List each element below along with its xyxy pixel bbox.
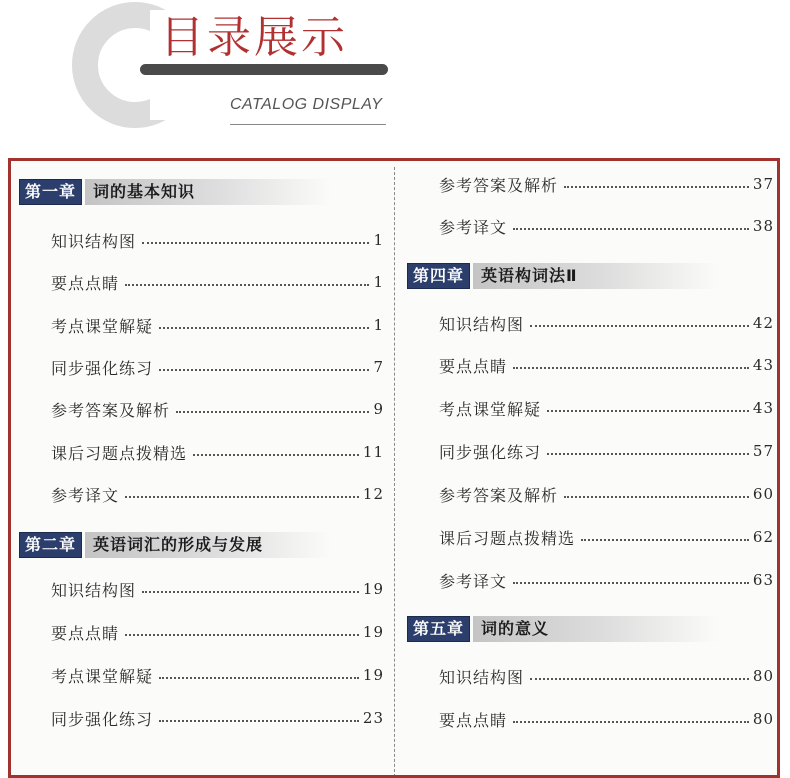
entry-page-number: 1 — [373, 316, 384, 334]
title-underline-bar — [140, 64, 388, 75]
toc-entry[interactable] — [51, 440, 384, 464]
entry-page-number: 23 — [362, 709, 384, 727]
chapter-label: 第五章 — [407, 616, 470, 642]
toc-entry[interactable] — [51, 355, 384, 379]
entry-title: 参考译文 — [51, 485, 120, 505]
toc-entry[interactable] — [439, 353, 774, 377]
entry-page-number: 19 — [362, 580, 384, 598]
dot-leader — [513, 228, 749, 230]
dot-leader — [159, 327, 369, 329]
entry-title: 考点课堂解疑 — [51, 666, 154, 686]
chapter-heading — [19, 179, 331, 205]
chapter-title: 词的基本知识 — [85, 179, 331, 205]
toc-entry[interactable] — [51, 620, 384, 644]
entry-page-number: 42 — [752, 314, 774, 332]
toc-entry[interactable] — [51, 482, 384, 506]
toc-entry[interactable] — [51, 313, 384, 337]
page-subtitle: CATALOG DISPLAY — [230, 96, 383, 113]
toc-entry[interactable] — [439, 707, 774, 731]
toc-entry[interactable] — [51, 577, 384, 601]
entry-page-number: 37 — [752, 175, 774, 193]
chapter-heading — [407, 616, 719, 642]
entry-title: 要点点睛 — [439, 710, 508, 730]
dot-leader — [547, 410, 749, 412]
entry-page-number: 11 — [362, 443, 384, 461]
toc-entry[interactable] — [439, 482, 774, 506]
toc-entry[interactable] — [51, 706, 384, 730]
dot-leader — [547, 453, 749, 455]
entry-title: 同步强化练习 — [51, 358, 154, 378]
toc-entry[interactable] — [51, 663, 384, 687]
dot-leader — [581, 539, 749, 541]
chapter-label: 第二章 — [19, 532, 82, 558]
entry-title: 同步强化练习 — [439, 442, 542, 462]
entry-title: 知识结构图 — [439, 667, 525, 687]
entry-title: 参考译文 — [439, 571, 508, 591]
entry-title: 知识结构图 — [51, 231, 137, 251]
catalog-frame — [8, 158, 780, 778]
dot-leader — [513, 582, 749, 584]
page-title: 目录展示 — [160, 12, 348, 63]
entry-title: 要点点睛 — [439, 356, 508, 376]
entry-title: 课后习题点拨精选 — [439, 528, 576, 548]
dot-leader — [125, 284, 369, 286]
entry-page-number: 43 — [752, 399, 774, 417]
dot-leader — [564, 186, 749, 188]
entry-title: 知识结构图 — [51, 580, 137, 600]
dot-leader — [513, 367, 749, 369]
dot-leader — [159, 677, 359, 679]
dot-leader — [530, 325, 749, 327]
entry-title: 要点点睛 — [51, 273, 120, 293]
dot-leader — [159, 369, 369, 371]
dot-leader — [142, 242, 369, 244]
chapter-title: 英语词汇的形成与发展 — [85, 532, 331, 558]
toc-entry[interactable] — [439, 439, 774, 463]
entry-page-number: 80 — [752, 667, 774, 685]
entry-title: 课后习题点拨精选 — [51, 443, 188, 463]
toc-entry[interactable] — [51, 228, 384, 252]
dot-leader — [125, 496, 359, 498]
entry-title: 同步强化练习 — [51, 709, 154, 729]
chapter-label: 第四章 — [407, 263, 470, 289]
column-divider — [394, 167, 395, 778]
chapter-title: 英语构词法Ⅱ — [473, 263, 719, 289]
entry-title: 考点课堂解疑 — [51, 316, 154, 336]
entry-page-number: 12 — [362, 485, 384, 503]
entry-title: 参考答案及解析 — [439, 485, 559, 505]
dot-leader — [530, 678, 749, 680]
entry-page-number: 19 — [362, 623, 384, 641]
dot-leader — [125, 634, 359, 636]
entry-title: 知识结构图 — [439, 314, 525, 334]
chapter-heading — [19, 532, 331, 558]
toc-entry[interactable] — [439, 664, 774, 688]
dot-leader — [159, 720, 359, 722]
dot-leader — [176, 411, 369, 413]
entry-title: 参考答案及解析 — [439, 175, 559, 195]
entry-page-number: 80 — [752, 710, 774, 728]
toc-entry[interactable] — [439, 525, 774, 549]
dot-leader — [564, 496, 749, 498]
entry-page-number: 19 — [362, 666, 384, 684]
toc-entry[interactable] — [439, 214, 774, 238]
entry-page-number: 57 — [752, 442, 774, 460]
dot-leader — [193, 454, 359, 456]
dot-leader — [513, 721, 749, 723]
entry-page-number: 43 — [752, 356, 774, 374]
entry-page-number: 7 — [373, 358, 384, 376]
entry-page-number: 9 — [373, 400, 384, 418]
chapter-title: 词的意义 — [473, 616, 719, 642]
toc-entry[interactable] — [439, 396, 774, 420]
toc-entry[interactable] — [439, 172, 774, 196]
entry-page-number: 1 — [373, 231, 384, 249]
toc-entry[interactable] — [51, 397, 384, 421]
chapter-label: 第一章 — [19, 179, 82, 205]
entry-page-number: 60 — [752, 485, 774, 503]
entry-title: 参考译文 — [439, 217, 508, 237]
entry-title: 要点点睛 — [51, 623, 120, 643]
dot-leader — [142, 591, 359, 593]
entry-page-number: 38 — [752, 217, 774, 235]
entry-page-number: 1 — [373, 273, 384, 291]
entry-page-number: 62 — [752, 528, 774, 546]
chapter-heading — [407, 263, 719, 289]
entry-title: 考点课堂解疑 — [439, 399, 542, 419]
entry-title: 参考答案及解析 — [51, 400, 171, 420]
toc-entry[interactable] — [51, 270, 384, 294]
entry-page-number: 63 — [752, 571, 774, 589]
toc-entry[interactable] — [439, 568, 774, 592]
toc-entry[interactable] — [439, 311, 774, 335]
subtitle-underline — [230, 124, 386, 125]
